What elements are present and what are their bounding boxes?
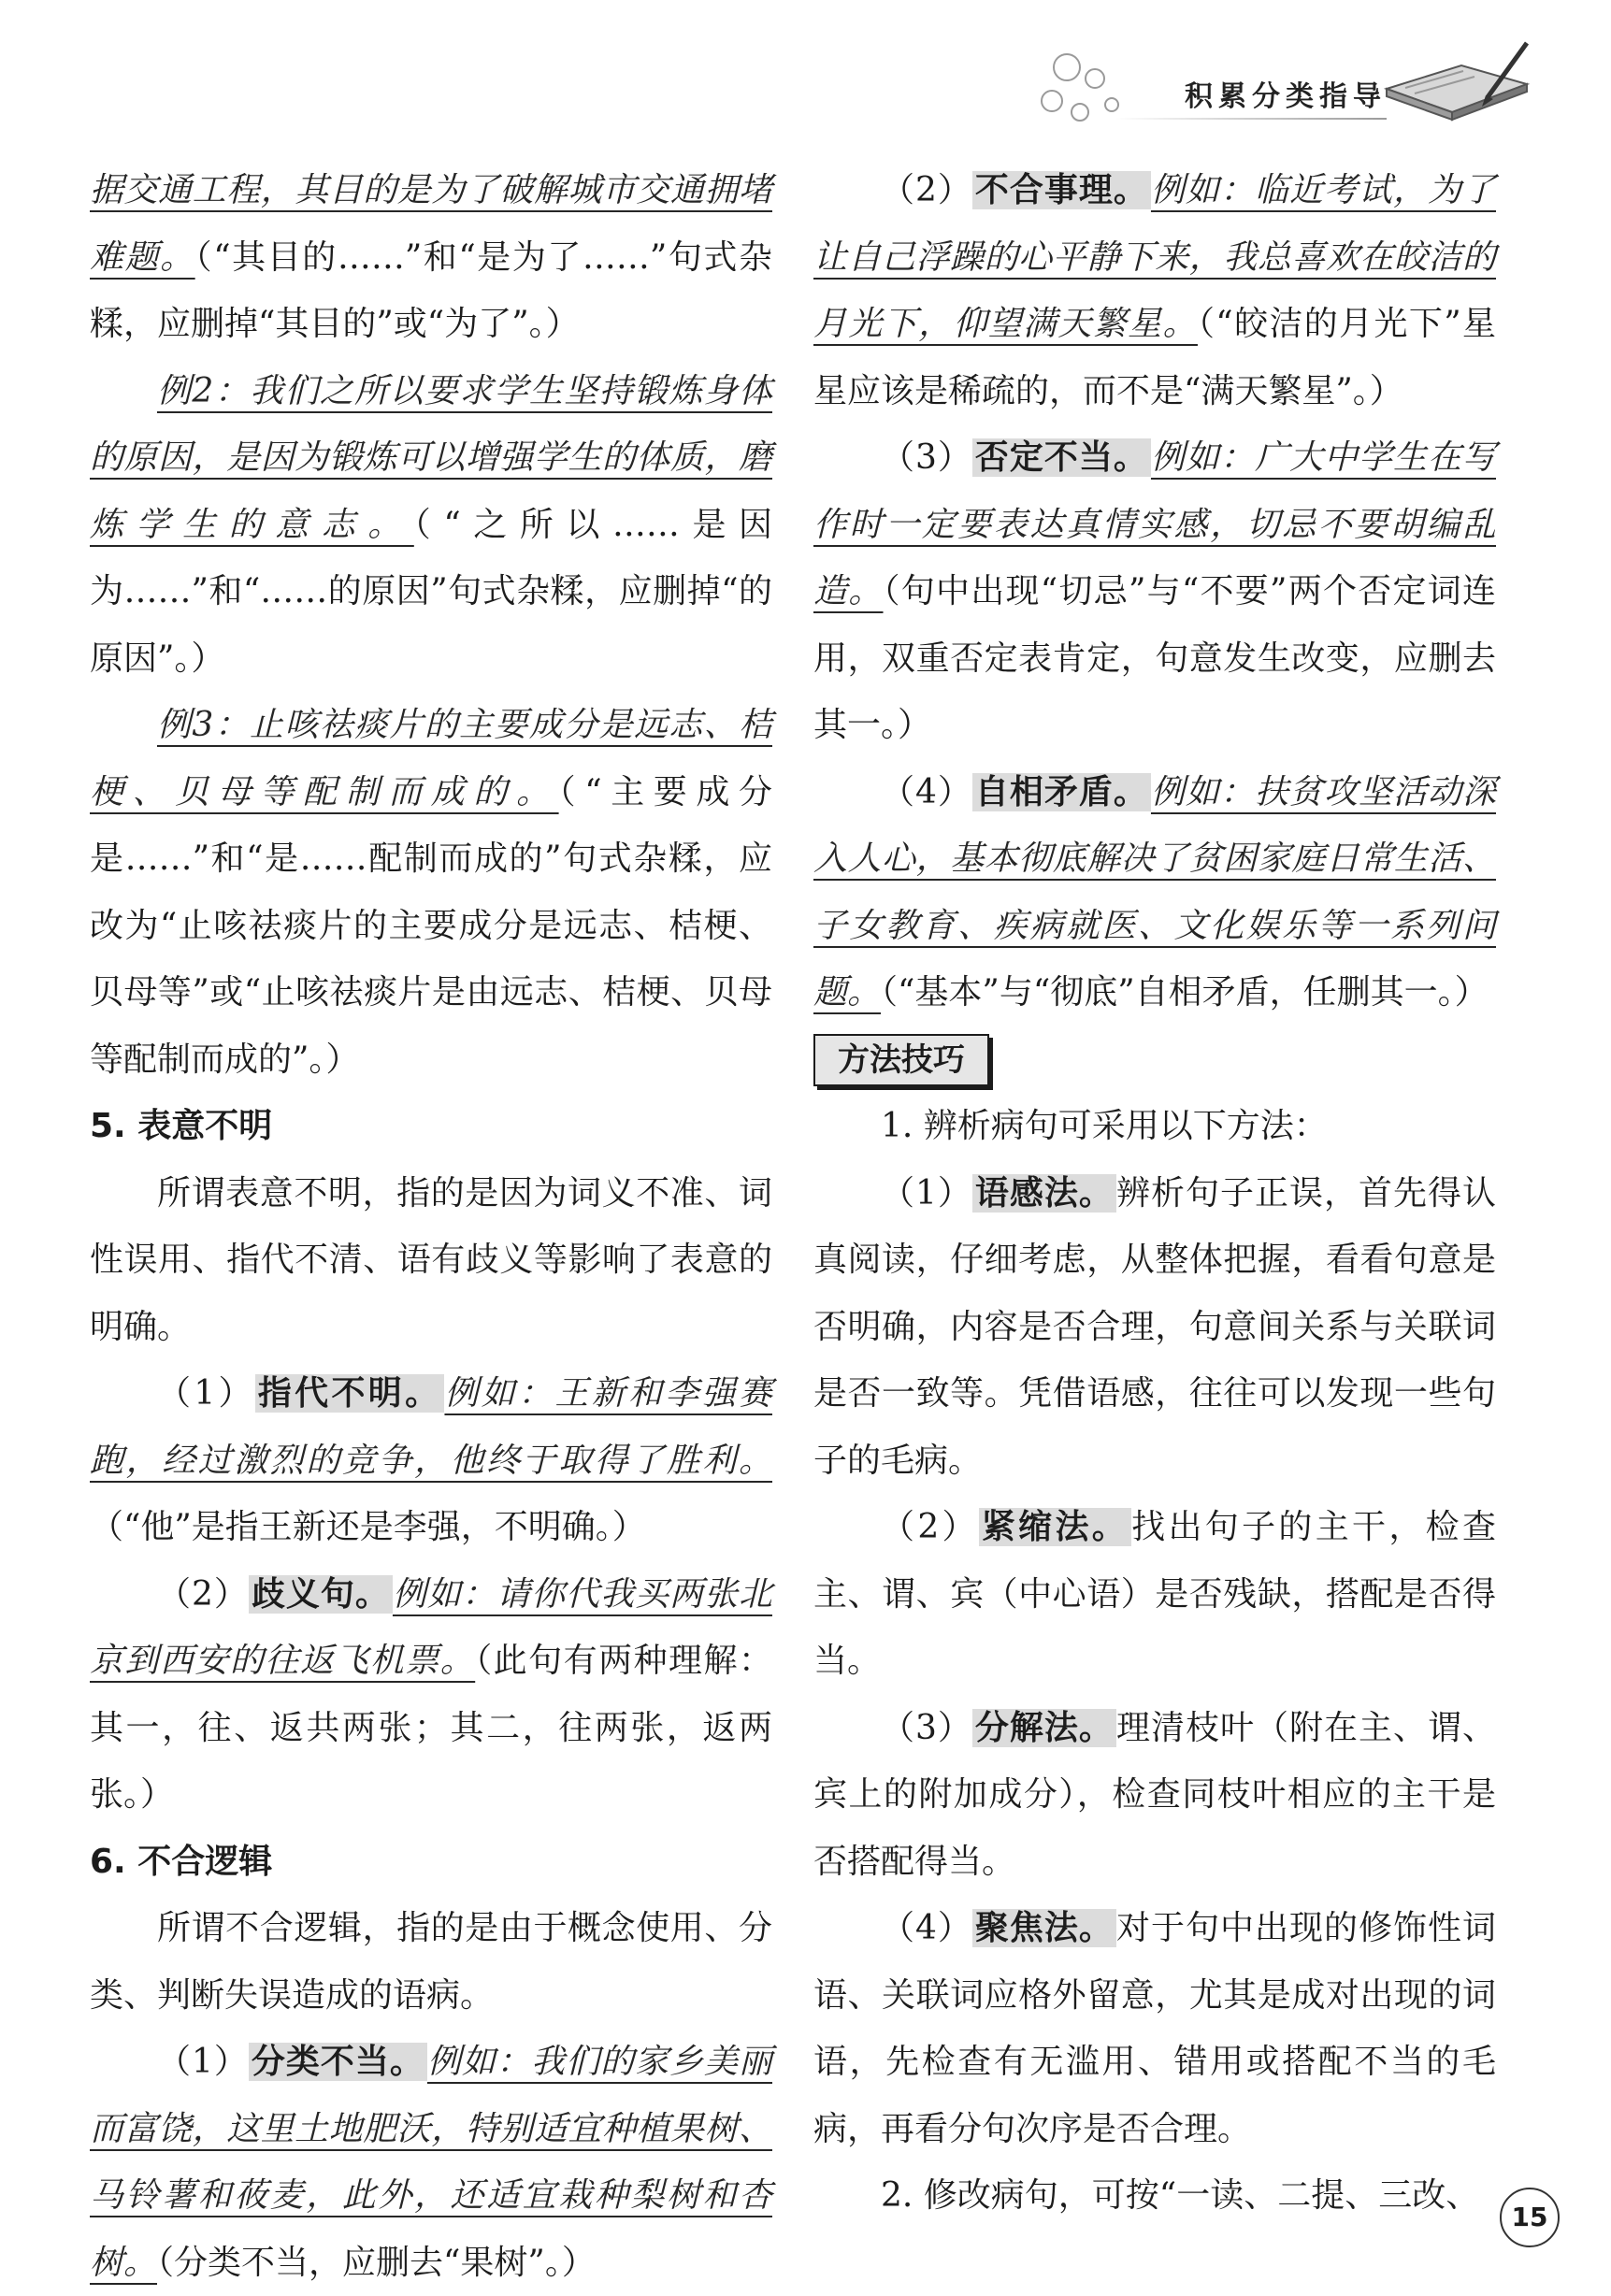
explanation-text: （分类不当，应删去“果树”。） [157,2243,596,2282]
term-label: 指代不明。 [255,1374,445,1413]
term-label: 紧缩法。 [979,1508,1131,1546]
paragraph [90,692,772,1093]
paragraph [813,2162,1496,2230]
page-header [1031,37,1555,140]
explanation-text: （2） [881,1508,979,1546]
explanation-text: 找出句子的主干，检查主、谓、宾（中心语）是否残缺，搭配是否得当。 [813,1508,1496,1680]
book-and-pen-icon [1377,37,1536,131]
paragraph [813,1160,1496,1495]
paragraph [813,759,1496,1026]
explanation-text: （“主要成分是……”和“是……配制而成的”句式杂糅，应改为“止咳祛痰片的主要成分是远志、桔梗、贝母等”或“止咳祛痰片是由远志、桔梗、贝母等配制而成的”。） [90,772,772,1079]
example-sentence: 例如：我们的家乡美丽而富饶，这里土地肥沃，特别适宜种植果树、马铃薯和莜麦，此外，还适宜栽种梨树和杏树。 [90,2043,772,2282]
paragraph [90,1160,772,1361]
paragraph [813,157,1496,424]
explanation-text: （“他”是指王新还是李强，不明确。） [90,1508,646,1546]
example-sentence: 例如：广大中学生在写作时一定要表达真情实感，切忌不要胡编乱造。 [813,438,1496,610]
explanation-text: （1） [157,2043,249,2081]
methods-section-header [813,1026,1496,1094]
term-label: 分类不当。 [249,2043,427,2081]
left-column [90,157,772,2296]
explanation-text: （2） [881,171,972,209]
explanation-text: （1） [881,1173,972,1213]
explanation-text: （“其目的……”和“是为了……”句式杂糅，应删掉“其目的”或“为了”。） [90,237,772,343]
example-sentence: 例如：临近考试，为了让自己浮躁的心平静下来，我总喜欢在皎洁的月光下，仰望满天繁星。 [813,171,1496,343]
term-label: 聚焦法。 [972,1909,1116,1947]
paragraph [90,157,772,358]
term-label: 语感法。 [972,1174,1116,1213]
explanation-text: 对于句中出现的修饰性词语、关联词应格外留意，尤其是成对出现的词语，先检查有无滥用、错用或搭配不当的毛病，再看分句次序是否合理。 [813,1909,1496,2148]
explanation-text: （4） [881,1909,972,1947]
explanation-text: （3） [881,1708,972,1747]
section-heading: 6. 不合逻辑 [90,1842,273,1881]
term-label: 分解法。 [972,1709,1116,1747]
paragraph [813,424,1496,759]
explanation-text: 所谓不合逻辑，指的是由于概念使用、分类、判断失误造成的语病。 [90,1909,772,2015]
term-label: 不合事理。 [972,171,1151,209]
explanation-text: 理清枝叶（附在主、谓、宾上的附加成分），检查同枝叶相应的主干是否搭配得当。 [813,1708,1496,1881]
decorative-circles-icon [1031,47,1134,140]
right-column [813,157,1496,2230]
explanation-text: （3） [881,438,972,477]
explanation-text: （“皎洁的月光下”星星应该是稀疏的，而不是“满天繁星”。） [813,305,1496,410]
example-sentence: 据交通工程，其目的是为了破解城市交通拥堵难题。 [90,171,772,277]
example-sentence: 例如：王新和李强赛跑，经过激烈的竞争，他终于取得了胜利。 [90,1374,772,1480]
example-sentence: 例2：我们之所以要求学生坚持锻炼身体的原因，是因为锻炼可以增强学生的体质，磨炼学生的意志。 [90,371,772,544]
paragraph [813,1895,1496,2162]
term-label: 否定不当。 [972,438,1151,477]
page-number: 15 [1500,2188,1560,2247]
explanation-text: （4） [881,772,972,811]
paragraph [90,358,772,693]
term-label: 歧义句。 [249,1575,393,1614]
explanation-text: 所谓表意不明，指的是因为词义不准、词性误用、指代不清、语有歧义等影响了表意的明确。 [90,1173,772,1346]
example-sentence: 例3：止咳祛痰片的主要成分是远志、桔梗、贝母等配制而成的。 [90,706,772,811]
header-rule [1115,118,1387,120]
section-title: 积累分类指导 [1185,80,1387,113]
paragraph [90,1895,772,2029]
paragraph [90,1360,772,1561]
explanation-text: （“基本”与“彻底”自相矛盾，任删其一。） [881,973,1489,1012]
term-label: 自相矛盾。 [972,773,1151,811]
explanation-text: （2） [157,1574,249,1614]
paragraph [813,1093,1496,1160]
section-heading: 5. 表意不明 [90,1107,273,1145]
explanation-text: （句中出现“切忌”与“不要”两个否定词连用，双重否定表肯定，句意发生改变，应删去其一。） [813,572,1496,744]
explanation-text: （此句有两种理解：其一，往、返共两张；其二，往两张，返两张。） [90,1642,772,1814]
example-sentence: 例如：请你代我买两张北京到西安的往返飞机票。 [90,1574,772,1680]
explanation-text: （“之所以……是因为……”和“……的原因”句式杂糅，应删掉“的原因”。） [90,505,772,678]
explanation-text: （1） [157,1374,255,1413]
explanation-text: 辨析句子正误，首先得认真阅读，仔细考虑，从整体把握，看看句意是否明确，内容是否合理，句意间关系与关联词是否一致等。凭借语感，往往可以发现一些句子的毛病。 [813,1173,1496,1480]
methods-section-label: 方法技巧 [813,1034,989,1086]
paragraph [813,1494,1496,1695]
example-sentence: 例如：扶贫攻坚活动深入人心，基本彻底解决了贫困家庭日常生活、子女教育、疾病就医、文化娱乐等一系列问题。 [813,772,1496,1012]
explanation-text: 2. 修改病句，可按“一读、二提、三改、 [881,2176,1480,2215]
paragraph [813,1695,1496,1896]
explanation-text: 1. 辨析病句可采用以下方法： [881,1107,1328,1145]
paragraph [90,1561,772,1829]
paragraph [90,2029,772,2296]
